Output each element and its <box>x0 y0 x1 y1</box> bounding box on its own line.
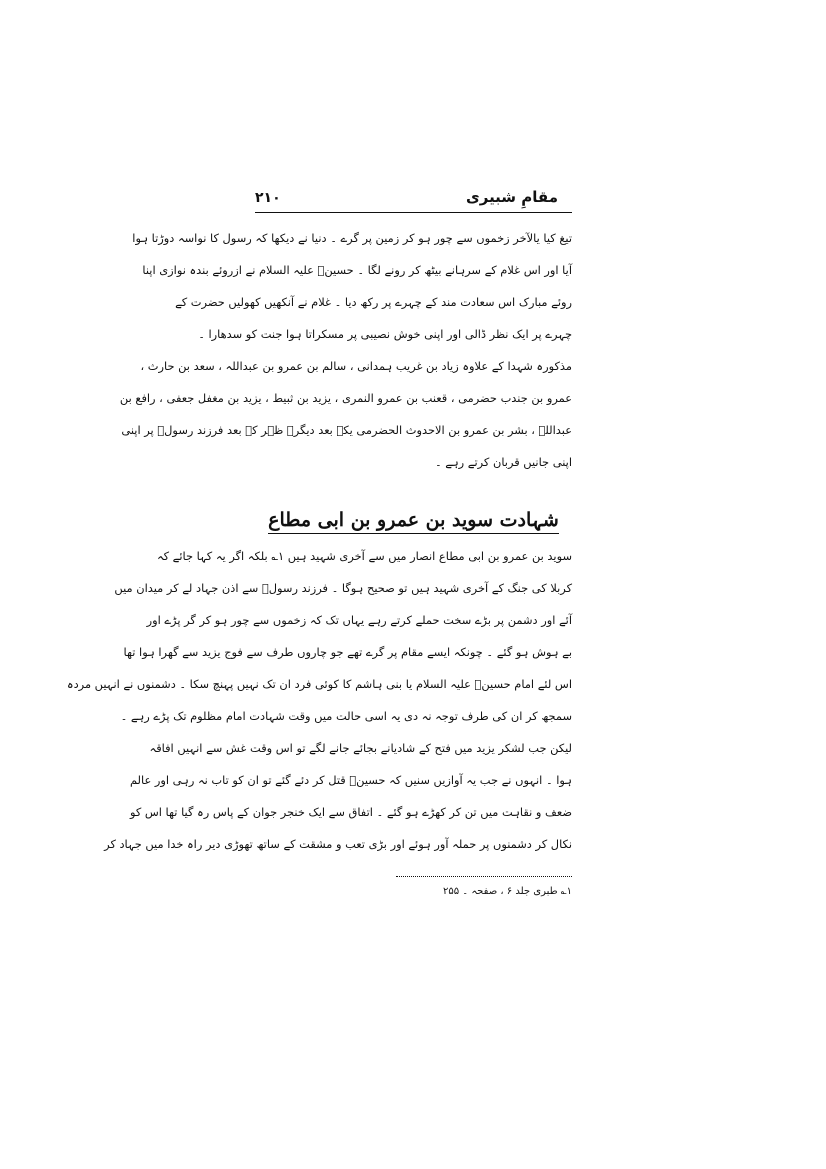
text-line: ہوا ۔ انہوں نے جب یہ آوازیں سنیں کہ حسینؑ قتل کر دئے گئے تو ان کو تاب نہ رہی اور عالم <box>129 773 572 787</box>
text-line: کربلا کی جنگ کے آخری شہید ہیں تو صحیح ہوگا ۔ فرزند رسولؐ سے اذن جہاد لے کر میدان میں <box>114 581 572 595</box>
text-line: آیا اور اس غلام کے سرہانے بیٹھ کر رونے لگا ۔ حسینؑ علیہ السلام نے ازروئے بندہ نوازی اپنا <box>142 263 572 277</box>
text-line: عبداللہ ، بشر بن عمرو بن الاحدوث الحضرمی یکے بعد دیگرے ظہر کے بعد فرزند رسولؐ پر اپنی <box>121 423 572 437</box>
text-line: اس لئے امام حسینؑ علیہ السلام یا بنی ہاشم کا کوئی فرد ان تک نہیں پہنچ سکا ۔ دشمنوں نے انہیں مردہ <box>66 677 572 691</box>
text-line: سوید بن عمرو بن ابی مطاع انصار میں سے آخری شہید ہیں ۱؎ بلکہ اگر یہ کہا جائے کہ <box>156 549 572 563</box>
text-line: چہرے پر ایک نظر ڈالی اور اپنی خوش نصیبی پر مسکراتا ہوا جنت کو سدھارا ۔ <box>198 327 572 341</box>
text-line: اپنی جانیں قربان کرتے رہے ۔ <box>435 455 572 469</box>
text-line: سمجھ کر ان کی طرف توجہ نہ دی یہ اسی حالت میں وقت شہادت امام مظلوم تک پڑے رہے ۔ <box>120 709 572 723</box>
running-header-title: مقامِ شبیری <box>465 188 558 206</box>
text-line: تیغ کیا یالآخر زخموں سے چور ہو کر زمین پر گرے ۔ دنیا نے دیکھا کہ رسول کا نواسہ دوڑتا ہوا <box>132 231 572 245</box>
text-line: ضعف و نقاہت میں تن کر کھڑے ہو گئے ۔ اتفاق سے ایک خنجر جوان کے پاس رہ گیا تھا اس کو <box>129 805 572 819</box>
footnote: ۱؎ طبری جلد ۶ ، صفحہ ۔ ۲۵۵ <box>442 886 572 897</box>
text-line: روئے مبارک اس سعادت مند کے چہرے پر رکھ دیا ۔ غلام نے آنکھیں کھولیں حضرت کے <box>175 295 572 309</box>
page-number: ۲۱۰ <box>255 190 281 206</box>
text-line: بے ہوش ہو گئے ۔ چونکہ ایسے مقام پر گرے تھے جو چاروں طرف سے فوج یزید سے گھرا ہوا تھا <box>123 645 572 659</box>
text-line: مذکورہ شہدا کے علاوہ زیاد بن غریب ہمدانی ، سالم بن عمرو بن عبداللہ ، سعد بن حارث ، <box>140 359 572 373</box>
header-rule <box>255 212 572 213</box>
section-heading <box>255 509 572 531</box>
text-line: آئے اور دشمن پر بڑے سخت حملے کرتے رہے یہاں تک کہ زخموں سے چور ہو کر گر پڑے اور <box>146 613 572 627</box>
footnote-separator <box>396 876 572 877</box>
text-line: نکال کر دشمنوں پر حملہ آور ہوئے اور بڑی تعب و مشقت کے ساتھ تھوڑی دیر راہ خدا میں جہاد کر <box>104 837 572 851</box>
text-line: عمرو بن جندب حضرمی ، قعنب بن عمرو النمری ، یزید بن ثبیط ، یزید بن مغفل جعفی ، رافع بن <box>119 391 572 405</box>
section-heading-text: شہادت سوید بن عمرو بن ابی مطاع <box>268 509 559 534</box>
text-line: لیکن جب لشکر یزید میں فتح کے شادیانے بجائے جانے لگے تو اس وقت غش سے انہیں افاقہ <box>149 741 572 755</box>
